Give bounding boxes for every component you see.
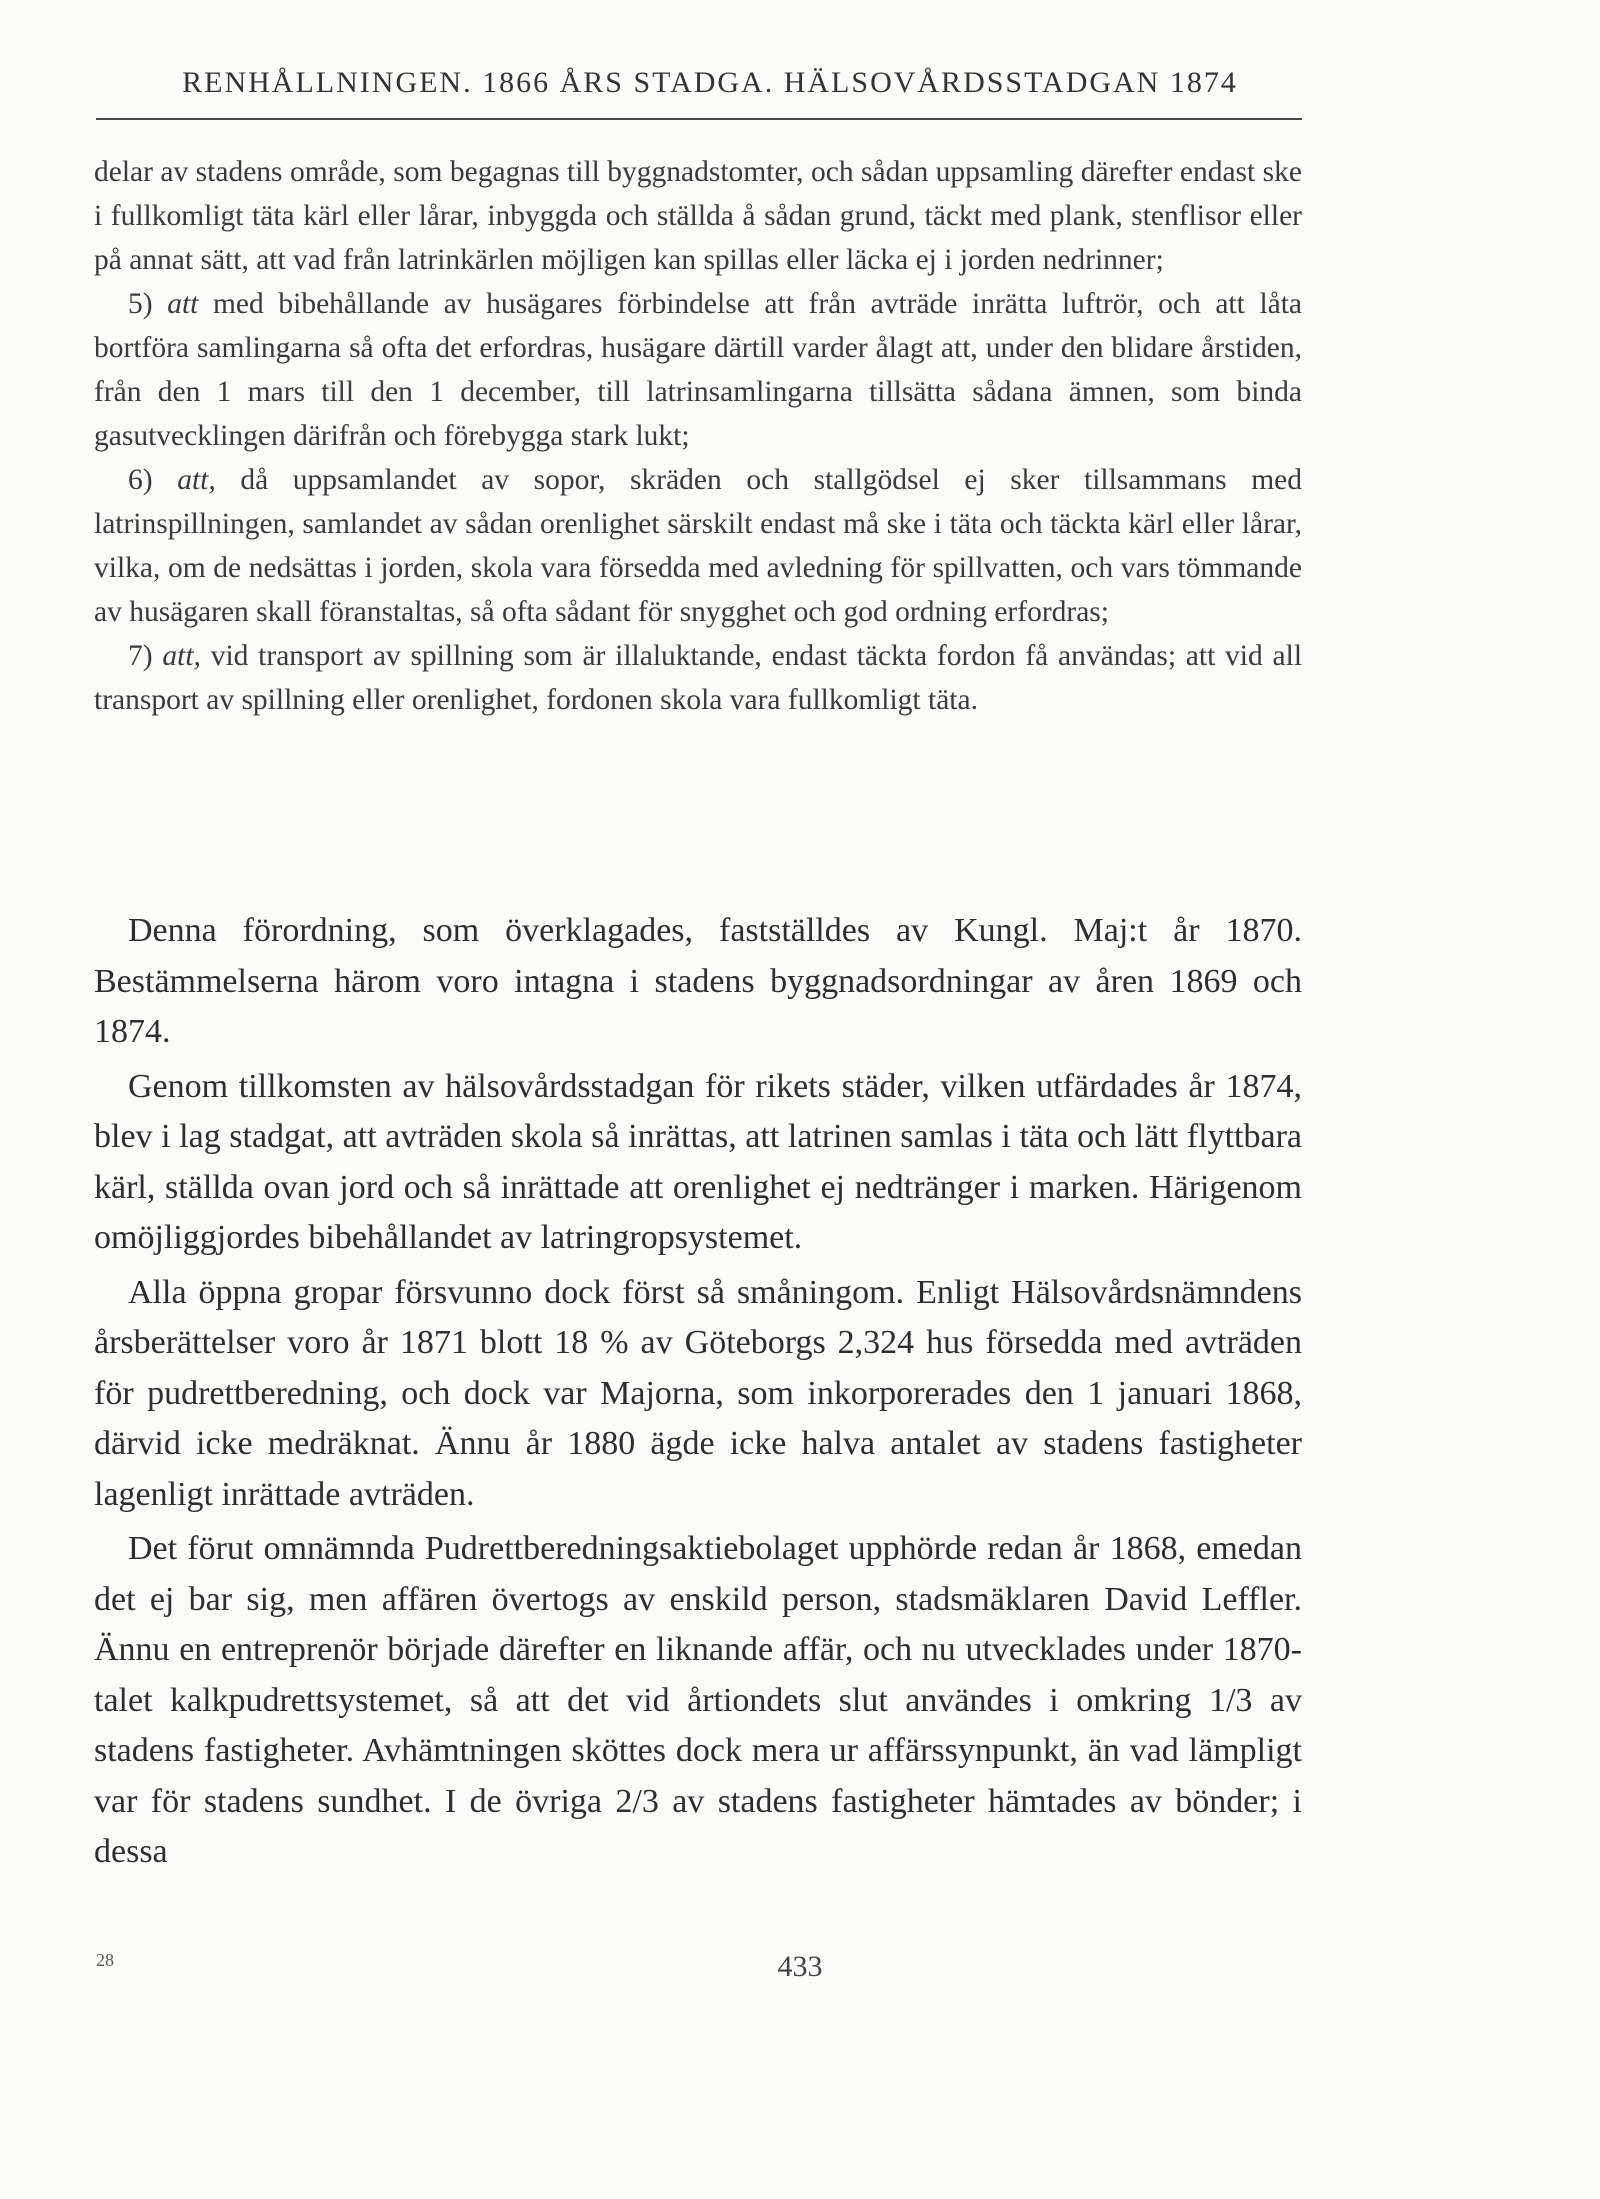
item-7-keyword: att, [162, 640, 201, 672]
item-7-number: 7) [128, 640, 153, 672]
item-5 [94, 282, 1302, 458]
regulation-items [94, 150, 1302, 722]
item-6-text: då uppsamlandet av sopor, skräden och stallgödsel ej sker tillsammans med latrinspillningen, samlandet av sådan orenlighet särskilt endast må ske i täta och täckta kärl eller lårar, vilka, om de nedsättas i jorden, skola vara försedda med avledning för spillvatten, och vars tömmande av husägaren skall föranstaltas, så ofta sådant för snygghet och god ordning erfordras; [94, 464, 1302, 628]
item-7 [94, 634, 1302, 722]
item-5-text: med bibehållande av husägares förbindelse att från avträde inrätta luftrör, och att låta bortföra samlingarna så ofta det erfordras, husägare därtill varder ålagt att, under den blidare årstiden, från den 1 mars till den 1 december, till latrinsamlingarna tillsätta sådana ämnen, som binda gasutvecklingen därifrån och förebygga stark lukt; [94, 288, 1303, 452]
continuation-paragraph: delar av stadens område, som begagnas till byggnadstomter, och sådan uppsamling därefter endast ske i fullkomligt täta kärl eller lårar, inbyggda och ställda å sådan grund, täckt med plank, stenflisor eller på annat sätt, att vad från latrinkärlen möjligen kan spillas eller läcka ej i jorden nedrinner; [94, 156, 1302, 276]
paragraph-2: Genom tillkomsten av hälsovårdsstadgan för rikets städer, vilken utfärdades år 1874, blev i lag stadgat, att avträden skola så inrättas, att latrinen samlas i täta och lätt flyttbara kärl, ställda ovan jord och så inrättade att orenlighet ej nedtränger i marken. Härigenom omöjliggjordes bibehållandet av latringropsystemet. [94, 1067, 1302, 1256]
running-header: RENHÅLLNINGEN. 1866 ÅRS STADGA. HÄLSOVÅRDSSTADGAN 1874 [182, 66, 1238, 99]
header-rule [96, 118, 1302, 120]
item-5-number: 5) [128, 288, 153, 320]
item-7-text: vid transport av spillning som är illaluktande, endast täckta fordon få användas; att vid all transport av spillning eller orenlighet, fordonen skola vara fullkomligt täta. [94, 640, 1303, 716]
signature-mark: 28 [96, 1950, 114, 1970]
item-5-keyword: att [167, 288, 199, 320]
item-6 [94, 458, 1302, 634]
item-6-number: 6) [128, 464, 153, 496]
main-text [94, 906, 1302, 1882]
item-6-keyword: att, [177, 464, 216, 496]
paragraph-1: Denna förordning, som överklagades, fastställdes av Kungl. Maj:t år 1870. Bestämmelserna härom voro intagna i stadens byggnadsordningar av åren 1869 och 1874. [94, 912, 1302, 1050]
paragraph-3: Alla öppna gropar försvunno dock först så småningom. Enligt Hälsovårdsnämndens årsberättelser voro år 1871 blott 18 % av Göteborgs 2,324 hus försedda med avträden för pudrettberedning, och dock var Majorna, som inkorporerades den 1 januari 1868, därvid icke medräknat. Ännu år 1880 ägde icke halva antalet av stadens fastigheter lagenligt inrättade avträden. [94, 1273, 1302, 1513]
page-number: 433 [777, 1950, 823, 1983]
paragraph-4: Det förut omnämnda Pudrettberedningsaktiebolaget upphörde redan år 1868, emedan det ej bar sig, men affären övertogs av enskild person, stadsmäklaren David Leffler. Ännu en entreprenör började därefter en liknande affär, och nu utvecklades under 1870-talet kalkpudrettsystemet, så att det vid årtiondets slut användes i omkring 1/3 av stadens fastigheter. Avhämtningen sköttes dock mera ur affärssynpunkt, än vad lämpligt var för stadens sundhet. I de övriga 2/3 av stadens fastigheter hämtades av bönder; i dessa [94, 1530, 1302, 1870]
